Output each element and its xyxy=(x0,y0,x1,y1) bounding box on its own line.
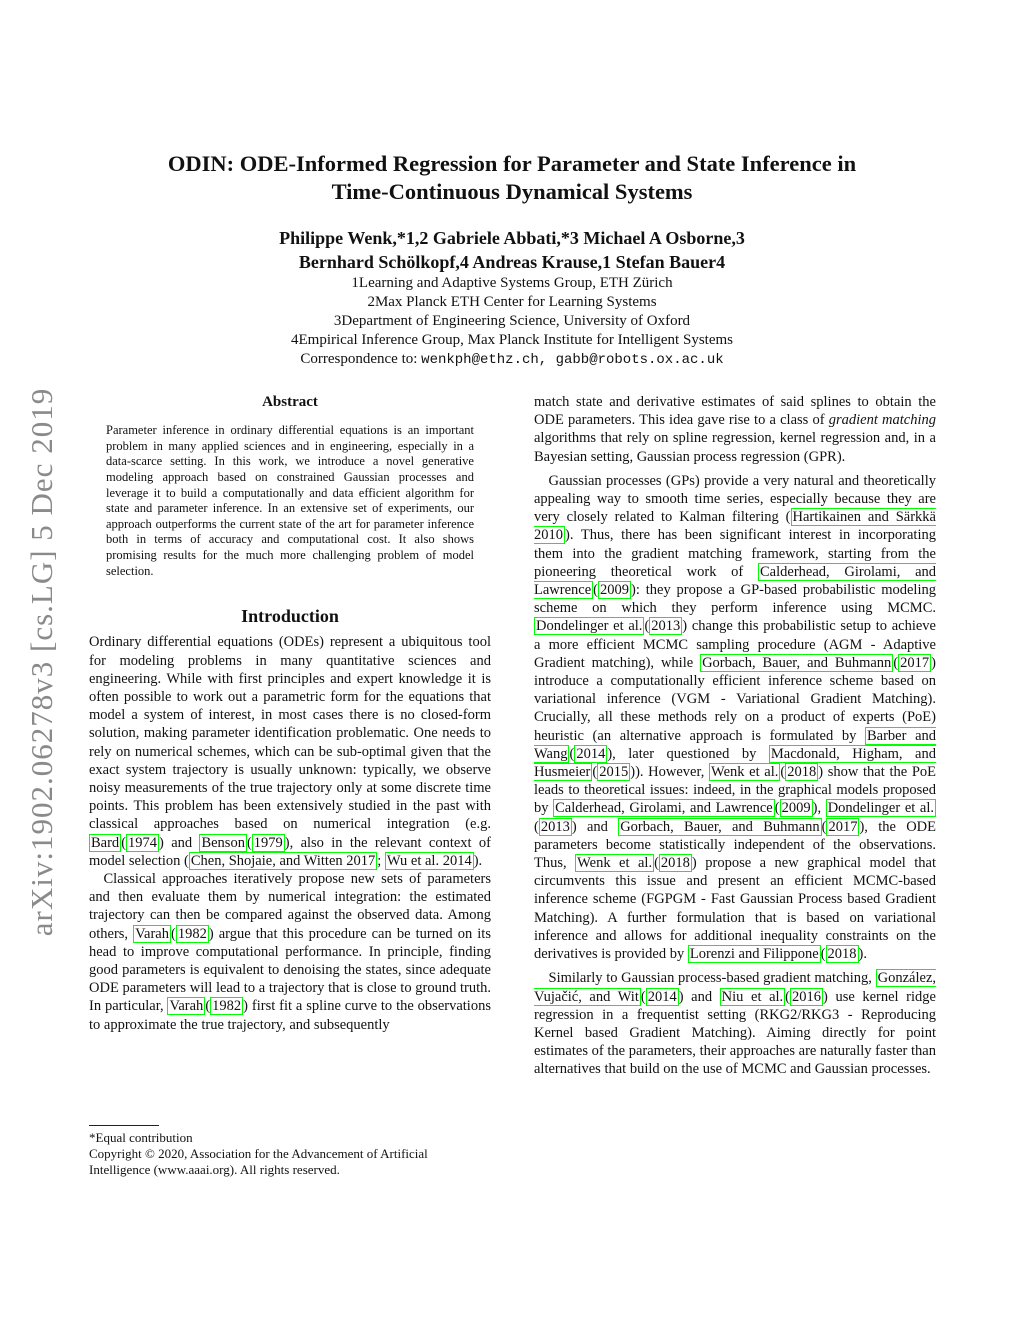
affiliation-3: 3Department of Engineering Science, University of Oxford xyxy=(333,313,691,329)
footnote-area xyxy=(89,1125,491,1178)
authors-line-2: Bernhard Schölkopf,4 Andreas Krause,1 Stefan Bauer4 xyxy=(298,252,726,272)
citation-link[interactable]: 2013 xyxy=(651,618,681,635)
citation-link[interactable]: 2018 xyxy=(787,764,817,781)
correspondence xyxy=(90,350,934,370)
right-paragraph-1: match state and derivative estimates of said splines to obtain the ODE parameters. This idea gave rise to a class of gradient matching algorithms that rely on spline regression, kernel regression and, in a Bayesian setting, Gaussian process regression (GPR). xyxy=(534,394,937,465)
citation-link[interactable]: 1979 xyxy=(253,834,283,851)
citation-link[interactable]: 1982 xyxy=(212,998,242,1015)
citation-link[interactable]: 2009 xyxy=(600,582,629,599)
arxiv-sidebar xyxy=(0,0,80,1325)
affiliations xyxy=(90,274,934,370)
equal-contribution-note: *Equal contribution xyxy=(89,1130,193,1145)
footnote-rule xyxy=(89,1125,159,1126)
citation-link[interactable]: Barber and Wang xyxy=(534,727,937,762)
citation-link[interactable]: Gorbach, Bauer, and Buhmann xyxy=(620,818,820,835)
paper-header xyxy=(90,150,934,370)
title-line-2: Time-Continuous Dynamical Systems xyxy=(331,179,693,204)
correspondence-label: Correspondence to: xyxy=(300,351,418,367)
citation-link[interactable]: Lorenzi and Filippone xyxy=(689,946,819,963)
citation-link[interactable]: Dondelinger et al. xyxy=(827,800,934,817)
citation-link[interactable]: 2015 xyxy=(599,764,629,781)
right-column xyxy=(534,393,936,1079)
citation-link[interactable]: Bard xyxy=(91,834,120,851)
citation-link[interactable]: 2016 xyxy=(792,988,822,1005)
citation-link[interactable]: Varah xyxy=(169,998,204,1015)
citation-link[interactable]: Wenk et al. xyxy=(711,764,779,781)
citation-link[interactable]: Niu et al. xyxy=(721,988,784,1005)
citation-link[interactable]: 2017 xyxy=(900,654,930,671)
citation-link[interactable]: 2017 xyxy=(828,818,858,835)
left-column xyxy=(89,393,491,1034)
citation-link[interactable]: 2009 xyxy=(781,800,811,817)
affiliation-1: 1Learning and Adaptive Systems Group, ETH Zürich xyxy=(351,275,673,291)
citation-link[interactable]: Hartikainen and Särkkä 2010 xyxy=(534,509,936,544)
correspondence-emails[interactable]: wenkph@ethz.ch, gabb@robots.ox.ac.uk xyxy=(421,352,724,368)
right-paragraph-2: Gaussian processes (GPs) provide a very natural and theoretically appealing way to smooth time series, especially because they are very closely related to Kalman filtering ( Hartikainen and Särkkä 2010 ). Thus, there has been significant interest in incorporating them into the gradient matching framework, starting from the pioneering theoretical work of Calderhead, Girolami, and Lawrence ( 2009 ): they propose a GP-based probabilistic modeling scheme on which they perform inference using MCMC. Dondelinger et al. ( 2013 ) change this probabilistic setup to achieve a more efficient MCMC sampling procedure (AGM - Adaptive Gradient matching), while Gorbach, Bauer, and Buhmann ( 2017 ) introduce a computationally efficient inference scheme based on variational inference (VGM - Variational Gradient Matching). Crucially, all these methods rely on a product of experts (PoE) heuristic (an alternative approach is formulated by Barber and Wang ( 2014 ), later questioned by Macdonald, Higham, and Husmeier ( 2015 )). However, Wenk et al. ( 2018 ) show that the PoE leads to theoretical issues: indeed, in the graphical models proposed by Calderhead, Girolami, and Lawrence ( 2009 ), Dondelinger et al.( 2013 ) and Gorbach, Bauer, and Buhmann ( 2017 ), the ODE parameters become statistically independent of the observations. Thus, Wenk et al. ( 2018 ) propose a new graphical model that circumvents this issue and present an efficient MCMC-based inference scheme (FGPGM - Fast Gaussian Process based Gradient Matching). A further formulation that is based on variational inference and allows for additional inequality constraints on the derivatives is provided by Lorenzi and Filippone ( 2018 ). xyxy=(534,472,937,963)
introduction-heading: Introduction xyxy=(241,606,339,627)
citation-link[interactable]: 2018 xyxy=(827,946,857,963)
citation-link[interactable]: Benson xyxy=(201,834,245,851)
citation-link[interactable]: Macdonald, Higham, and Husmeier xyxy=(534,745,936,781)
citation-link[interactable]: Calderhead, Girolami, and Lawrence xyxy=(534,563,937,599)
citation-link[interactable]: Chen, Shojaie, and Witten 2017 xyxy=(190,852,376,869)
arxiv-identifier: arXiv:1902.06278v3 [cs.LG] 5 Dec 2019 xyxy=(24,387,59,937)
citation-link[interactable]: Dondelinger et al. xyxy=(536,618,643,635)
citation-link[interactable]: Varah xyxy=(135,925,169,942)
citation-link[interactable]: Calderhead, Girolami, and Lawrence xyxy=(555,800,773,817)
citation-link[interactable]: Wu et al. 2014 xyxy=(386,852,472,869)
citation-link[interactable]: 2018 xyxy=(660,855,690,872)
copyright-note: Copyright © 2020, Association for the Advancement of Artificial Intelligence (www.aaai.org). All rights reserved. xyxy=(89,1146,428,1177)
affiliation-2: 2Max Planck ETH Center for Learning Systems xyxy=(367,294,657,310)
citation-link[interactable]: 1982 xyxy=(177,925,207,942)
citation-link[interactable]: 1974 xyxy=(128,834,158,851)
intro-paragraph-2: Classical approaches iteratively propose new sets of parameters and then evaluate them by numerical integration: the estimated trajectory can then be compared against the observed data. Among others, Varah ( 1982 ) argue that this procedure can be turned on its head to improve computational performance. In principle, finding good parameters is equivalent to denoising the states, since adequate ODE parameters will lead to a trajectory that is close to ground truth. In particular, Varah ( 1982 ) first fit a spline curve to the observations to approximate the true trajectory, and subsequently xyxy=(89,870,491,1033)
citation-link[interactable]: 2013 xyxy=(540,818,570,835)
author-list xyxy=(90,226,934,274)
citation-link[interactable]: 2014 xyxy=(576,745,606,762)
title-line-1: ODIN: ODE-Informed Regression for Parameter and State Inference in xyxy=(167,151,857,176)
abstract-heading: Abstract xyxy=(262,394,318,410)
citation-link[interactable]: 2014 xyxy=(647,988,677,1005)
citation-link[interactable]: Wenk et al. xyxy=(577,855,653,872)
right-paragraph-3: Similarly to Gaussian process-based gradient matching, González, Vujačić, and Wit ( 2014 ) and Niu et al. ( 2016 ) use kernel ridge regression in a frequentist setting (RKG2/RKG3 - Reproducing Kernel based Gradient Matching). Aiming directly for point estimates of the parameters, their approaches are naturally faster than alternatives that build on the use of MCMC and Gaussian processes. xyxy=(534,970,937,1078)
paper-title xyxy=(90,150,934,206)
abstract-text: Parameter inference in ordinary differential equations is an important problem in many applied sciences and in engineering, especially in a data-scarce setting. In this work, we introduce a novel generative modeling approach based on constrained Gaussian processes and leverage it to build a computationally and data efficient algorithm for state and parameter inference. In an extensive set of experiments, our approach outperforms the current state of the art for parameter inference both in terms of accuracy and computational cost. It also shows promising results for the much more challenging problem of model selection. xyxy=(106,423,474,578)
authors-line-1: Philippe Wenk,*1,2 Gabriele Abbati,*3 Michael A Osborne,3 xyxy=(279,228,745,248)
intro-paragraph-1: Ordinary differential equations (ODEs) represent a ubiquitous tool for modeling problems in many quantitative sciences and engineering. While with first principles and expert knowledge it is often possible to work out a parametric form for the equations that model a system of interest, in most cases there is no closed-form solution, making parameter identification problematic. One needs to rely on numerical schemes, which can be sub-optimal given that the exact system trajectory is usually unknown: typically, we observe noisy measurements of the true trajectory only at some discrete time points. This problem has been extensively studied in the past with classical approaches based on numerical integration (e.g. Bard ( 1974 ) and Benson ( 1979 ), also in the relevant context of model selection ( Chen, Shojaie, and Witten 2017 ; Wu et al. 2014 ). xyxy=(89,634,491,869)
citation-link[interactable]: Gorbach, Bauer, and Buhmann xyxy=(702,654,892,671)
affiliation-4: 4Empirical Inference Group, Max Planck Institute for Intelligent Systems xyxy=(291,332,733,348)
citation-link[interactable]: González, Vujačić, and Wit xyxy=(534,970,937,1005)
